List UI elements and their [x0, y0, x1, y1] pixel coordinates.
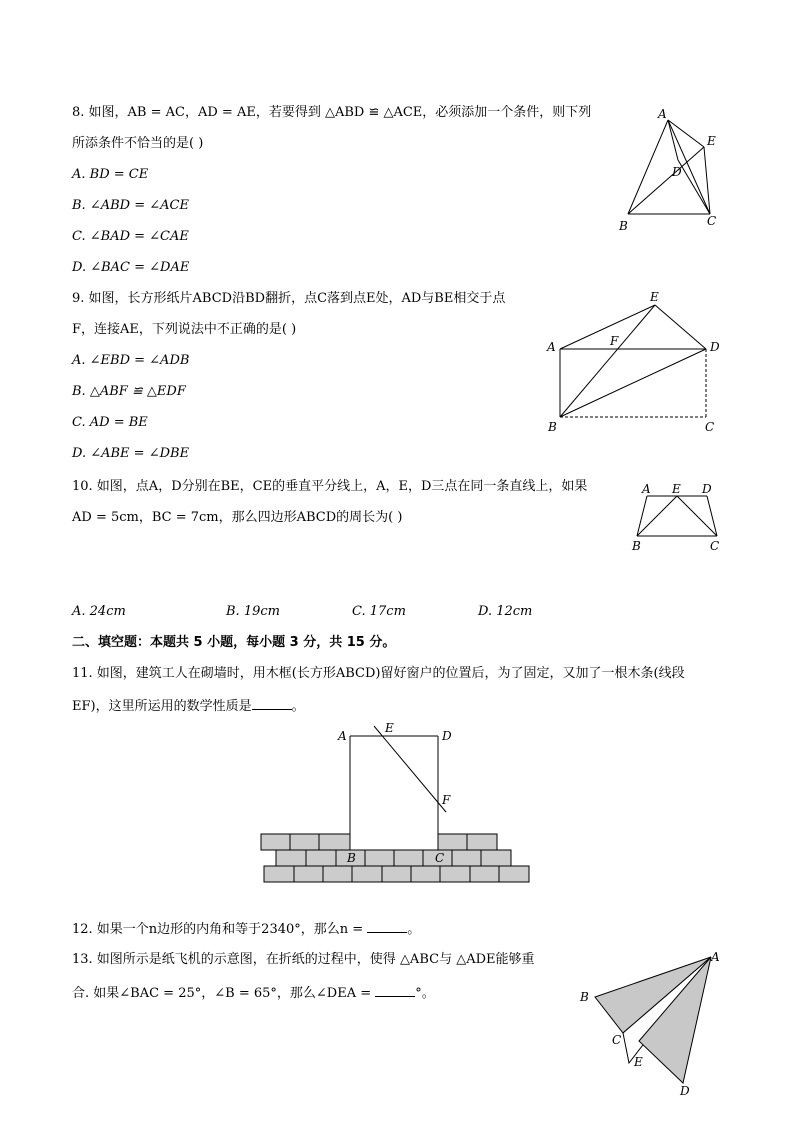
q8-label-b: B [619, 219, 628, 233]
q8-figure [600, 100, 740, 240]
q11-stem-line2 [72, 697, 305, 715]
q10-label-c: C [710, 539, 720, 553]
q13-label-c: C [612, 1033, 622, 1047]
q8-label-e: E [707, 134, 716, 148]
q8-label-a: A [658, 107, 667, 121]
q10-option-a: A. 24cm [72, 604, 126, 619]
q13-figure [575, 945, 735, 1105]
q11-label-d: D [442, 729, 452, 743]
q9-option-b: B. △ABF ≌ △EDF [72, 384, 186, 399]
q10-stem-line2: AD = 5cm，BC = 7cm，那么四边形ABCD的周长为( ) [72, 510, 403, 525]
q9-option-d: D. ∠ABE = ∠DBE [72, 446, 190, 461]
q13-stem-line1: 13. 如图所示是纸飞机的示意图，在折纸的过程中，使得 △ABC与 △ADE能够重 [72, 952, 535, 967]
q11-label-f: F [442, 793, 451, 807]
q13-answer-blank[interactable] [375, 984, 415, 997]
q8-label-d: D [672, 165, 682, 179]
q9-label-d: D [710, 340, 720, 354]
q10-label-b: B [632, 539, 641, 553]
q9-label-f: F [610, 334, 619, 348]
q10-label-d: D [702, 482, 712, 496]
q12-answer-blank[interactable] [367, 920, 407, 933]
q11-label-e: E [385, 721, 394, 735]
q11-label-c: C [435, 851, 445, 865]
q9-option-c: C. AD = BE [72, 415, 148, 430]
q12-stem-pre: 12. 如果一个n边形的内角和等于2340°，那么n = [72, 922, 368, 937]
q13-label-d: D [680, 1084, 690, 1098]
q10-figure [625, 478, 735, 558]
q10-stem-line1: 10. 如图，点A，D分别在BE，CE的垂直平分线上，A，E，D三点在同一条直线上，如果 [72, 479, 588, 494]
q11-stem-line1: 11. 如图，建筑工人在砌墙时，用木框(长方形ABCD)留好窗户的位置后，为了固定，又加了一根木条(线段 [72, 666, 685, 681]
q13-label-a: A [711, 950, 720, 964]
q10-option-c: C. 17cm [352, 604, 406, 619]
q13-stem-line2 [72, 984, 435, 1002]
q10-option-d: D. 12cm [478, 604, 533, 619]
section-title-fill-in: 二、填空题：本题共 5 小题，每小题 3 分，共 15 分。 [72, 635, 396, 650]
q8-stem-line2: 所添条件不恰当的是( ) [72, 136, 204, 151]
q11-label-b: B [347, 851, 356, 865]
q13-label-e: E [634, 1055, 643, 1069]
q11-brick-wall [261, 834, 529, 882]
q13-stem-line2-pre: 合. 如果∠BAC = 25°，∠B = 65°，那么∠DEA = [72, 986, 376, 1001]
q9-stem-line2: F，连接AE，下列说法中不正确的是( ) [72, 322, 297, 337]
q9-label-a: A [547, 340, 556, 354]
q9-figure [540, 285, 730, 435]
q8-option-b: B. ∠ABD = ∠ACE [72, 198, 189, 213]
q12-stem [72, 920, 420, 938]
q9-option-a: A. ∠EBD = ∠ADB [72, 353, 190, 368]
q13-label-b: B [580, 990, 589, 1004]
q10-label-a: A [642, 482, 651, 496]
q8-option-d: D. ∠BAC = ∠DAE [72, 260, 190, 275]
q11-stem-line2-pre: EF)，这里所运用的数学性质是 [72, 699, 252, 714]
q9-label-c: C [705, 420, 715, 434]
q10-label-e: E [672, 482, 681, 496]
q8-option-c: C. ∠BAD = ∠CAE [72, 229, 189, 244]
q8-label-c: C [707, 214, 717, 228]
q11-answer-blank[interactable] [252, 697, 292, 710]
q9-label-e: E [650, 290, 659, 304]
q11-stem-line2-post: 。 [291, 699, 305, 714]
q9-stem-line1: 9. 如图，长方形纸片ABCD沿BD翻折，点C落到点E处，AD与BE相交于点 [72, 291, 506, 306]
q8-option-a: A. BD = CE [72, 167, 149, 182]
q8-stem-line1: 8. 如图，AB = AC，AD = AE，若要得到 △ABD ≌ △ACE，必须添加一个条件，则下列 [72, 105, 592, 120]
q13-stem-line2-post: °。 [415, 986, 435, 1001]
q11-label-a: A [338, 729, 347, 743]
q12-stem-post: 。 [407, 922, 421, 937]
q10-option-b: B. 19cm [226, 604, 280, 619]
q9-label-b: B [548, 420, 557, 434]
q11-figure [258, 720, 538, 890]
